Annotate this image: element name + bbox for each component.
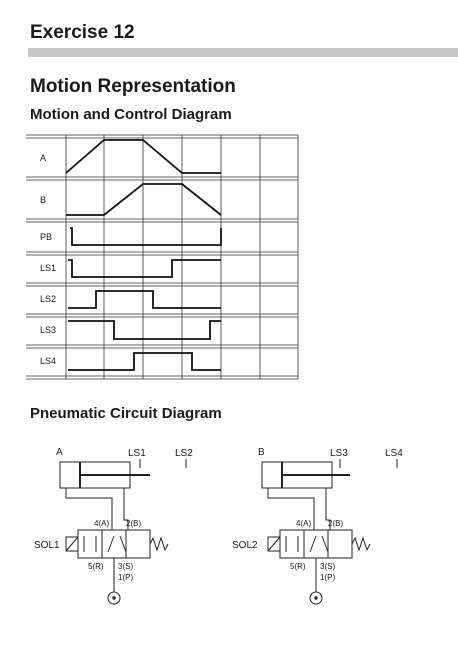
row-label-b: B xyxy=(40,195,47,205)
section-title: Motion Representation xyxy=(30,76,236,97)
ls4-label: LS4 xyxy=(385,448,403,459)
row-label-ls3: LS3 xyxy=(40,325,57,335)
port-a-3s: 3(S) xyxy=(118,562,134,571)
row-ls4-signal xyxy=(68,353,221,370)
valve-a-spring xyxy=(150,538,168,550)
port-a-4a: 4(A) xyxy=(94,519,110,528)
port-a-2b: 2(B) xyxy=(126,519,142,528)
row-pb-signal xyxy=(70,228,221,245)
row-label-pb: PB xyxy=(40,232,53,242)
sol1-label: SOL1 xyxy=(34,540,60,551)
pneumatic-circuit-b xyxy=(262,459,397,604)
row-ls3-signal xyxy=(68,321,221,339)
cylinder-a-label: A xyxy=(56,447,63,458)
valve-b-center-box xyxy=(304,530,328,558)
pneumatic-circuit-a xyxy=(60,459,186,604)
valve-a-left-box xyxy=(78,530,102,558)
valve-b-spring xyxy=(352,538,370,550)
port-b-3s: 3(S) xyxy=(320,562,336,571)
exercise-title: Exercise 12 xyxy=(30,22,135,43)
valve-b-left-box xyxy=(280,530,304,558)
cylinder-b-label: B xyxy=(258,447,265,458)
valve-a-right-box xyxy=(126,530,150,558)
port-b-4a: 4(A) xyxy=(296,519,312,528)
ls3-label: LS3 xyxy=(330,448,348,459)
port-a-5r: 5(R) xyxy=(88,562,104,571)
row-ls2-signal xyxy=(68,291,221,308)
motion-diagram-title: Motion and Control Diagram xyxy=(30,106,232,123)
valve-a-center-box xyxy=(102,530,126,558)
row-label-a: A xyxy=(40,153,47,163)
row-label-ls1: LS1 xyxy=(40,263,57,273)
motion-control-diagram xyxy=(26,135,298,379)
pneumatic-circuit-title: Pneumatic Circuit Diagram xyxy=(30,405,222,422)
port-a-1p: 1(P) xyxy=(118,573,134,582)
port-b-2b: 2(B) xyxy=(328,519,344,528)
diagram-step-lines xyxy=(66,135,298,379)
row-label-ls2: LS2 xyxy=(40,294,57,304)
port-b-5r: 5(R) xyxy=(290,562,306,571)
ls1-label: LS1 xyxy=(128,448,146,459)
row-label-ls4: LS4 xyxy=(40,356,57,366)
valve-b-right-box xyxy=(328,530,352,558)
circuit-b-labels xyxy=(232,447,403,582)
sol2-label: SOL2 xyxy=(232,540,258,551)
port-b-1p: 1(P) xyxy=(320,573,336,582)
ls2-label: LS2 xyxy=(175,448,193,459)
diagram-row-labels xyxy=(40,153,56,366)
row-ls1-signal xyxy=(68,260,221,277)
row-b-motion-trace xyxy=(66,184,221,215)
row-a-motion-trace xyxy=(66,140,221,173)
